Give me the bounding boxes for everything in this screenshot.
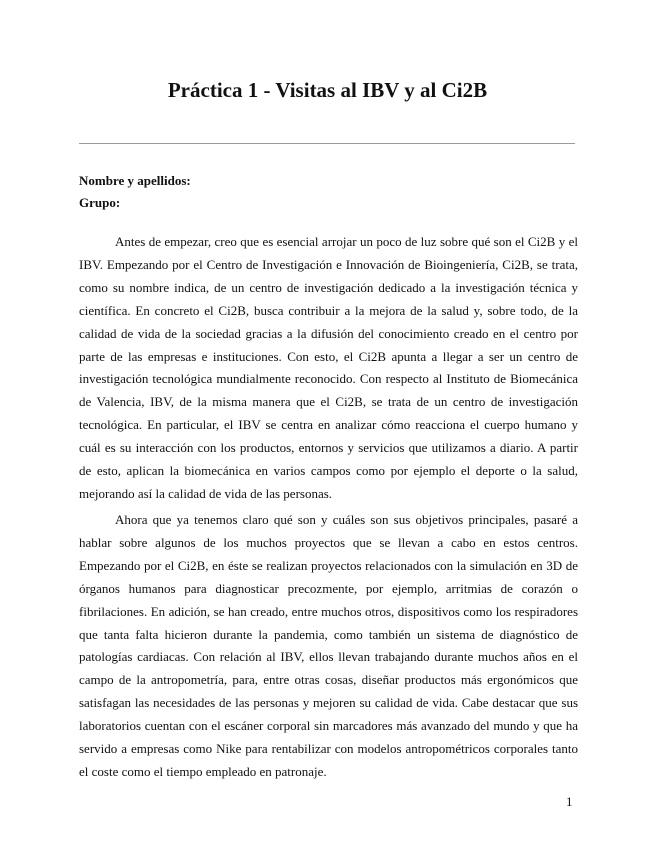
page-number: 1 — [566, 794, 573, 809]
page-title: Práctica 1 - Visitas al IBV y al Ci2B — [167, 78, 488, 102]
horizontal-divider — [79, 143, 575, 144]
group-field-label: Grupo: — [79, 195, 121, 210]
paragraph-intro: Antes de empezar, creo que es esencial arrojar un poco de luz sobre qué son el Ci2B y el IBV. Empezando por el Centro de Investigación e Innovación de Bioingeniería, Ci2B, se trata, como su nombre indica, de un centro de investigación dedicado a la investigación técnica y científica. En concreto el Ci2B, busca contribuir a la mejora de la salud y, sobre todo, de la calidad de vida de la sociedad gracias a la difusión del conocimiento creado en el centro por parte de las empresas e instituciones. Con esto, el Ci2B apunta a llegar a ser un centro de investigación tecnológica mundialmente reconocido. Con respecto al Instituto de Biomecánica de Valencia, IBV, de la misma manera que el Ci2B, se trata de un centro de investigación tecnológica. En particular, el IBV se centra en analizar cómo reacciona el cuerpo humano y cuál es su interacción con los productos, entornos y servicios que utilizamos a diario. A partir de esto, aplican la biomecánica en varios campos como por ejemplo el deporte o la salud, mejorando así la calidad de vida de las personas. — [79, 234, 578, 501]
name-field-label: Nombre y apellidos: — [79, 173, 191, 188]
paragraph-projects: Ahora que ya tenemos claro qué son y cuáles son sus objetivos principales, pasaré a hablar sobre algunos de los muchos proyectos que se llevan a cabo en estos centros. Empezando por el Ci2B, en éste se realizan proyectos relacionados con la simulación en 3D de órganos humanos para diagnosticar precozmente, por ejemplo, arritmias de corazón o fibrilaciones. En adición, se han creado, entre muchos otros, dispositivos como los respiradores que tanta falta hicieron durante la pandemia, como también un sistema de diagnóstico de patologías cardiacas. Con relación al IBV, ellos llevan trabajando durante muchos años en el campo de la antropometría, para, entre otras cosas, diseñar productos más ergonómicos que satisfagan las necesidades de las personas y mejoren su calidad de vida. Cabe destacar que sus laboratorios cuentan con el escáner corporal sin marcadores más avanzado del mundo y que ha servido a empresas como Nike para rentabilizar con modelos antropométricos corporales tanto el coste como el tiempo empleado en patronaje. — [79, 512, 578, 779]
